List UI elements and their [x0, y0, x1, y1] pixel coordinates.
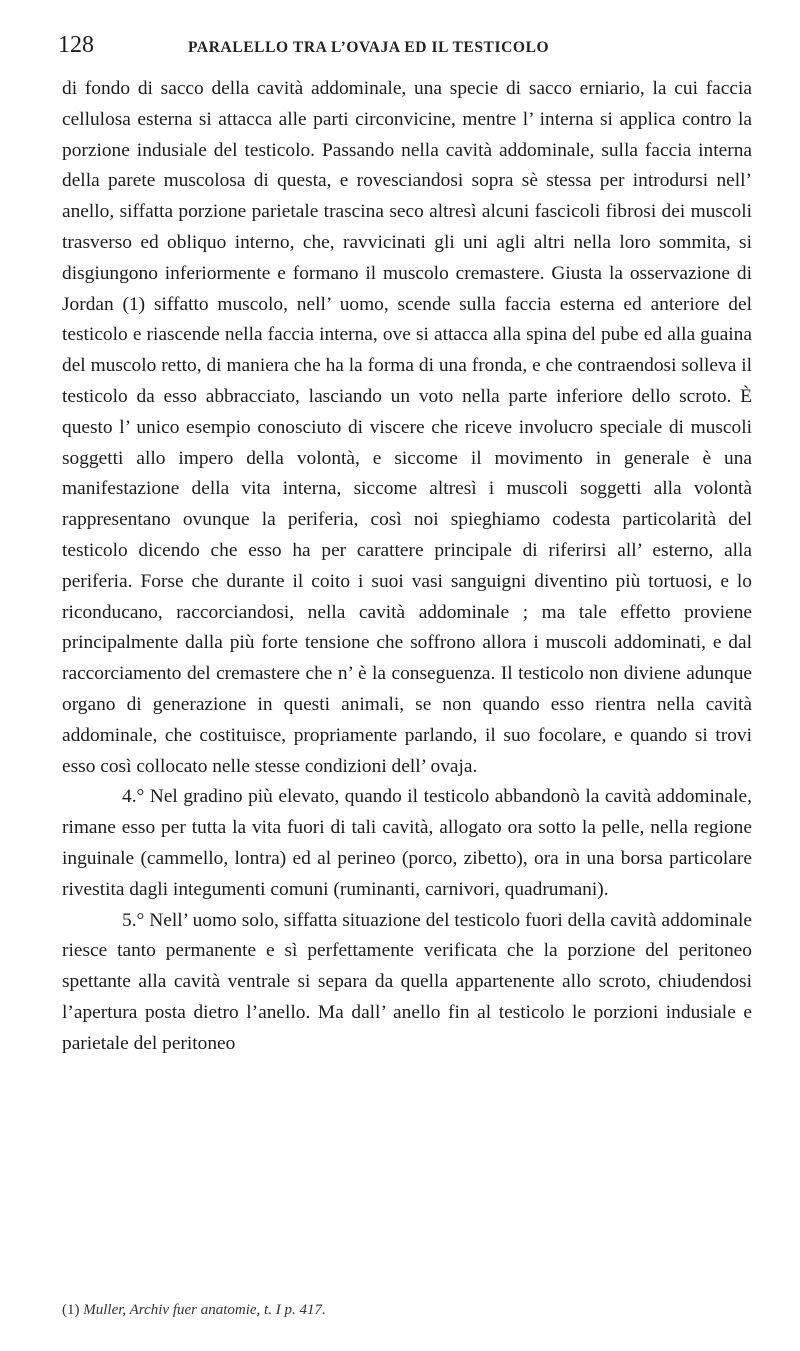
page-number: 128 — [58, 32, 94, 58]
footnote — [62, 1302, 326, 1319]
body-text — [62, 74, 752, 1060]
paragraph-point-4: 4.° Nel gradino più elevato, quando il testicolo abbandonò la cavità addominale, rimane esso per tutta la vita fuori di tali cavità, allogato ora sotto la pelle, nella regione inguinale (cammello, lontra) ed al perineo (porco, zibetto), ora in una borsa particolare rivestita dagli integumenti comuni (ruminanti, carnivori, quadrumani). — [62, 786, 752, 900]
page-header — [58, 32, 752, 72]
running-head: PARALELLO TRA L’OVAJA ED IL TESTICOLO — [188, 39, 550, 56]
paragraph-continuation: di fondo di sacco della cavità addominale, una specie di sacco erniario, la cui faccia cellulosa esterna si attacca alle parti circonvicine, mentre l’ interna si applica contro la porzione indusiale del testicolo. Passando nella cavità addominale, sulla faccia interna della parete muscolosa di questa, e rovesciandosi sopra sè stessa per introdursi nell’ anello, siffatta porzione parietale trascina seco altresì alcuni fascicoli fibrosi dei muscoli trasverso ed obliquo interno, che, ravvicinati gli uni agli altri nella loro sommita, si disgiungono inferiormente e formano il muscolo cremastere. Giusta la osservazione di Jordan (1) siffatto muscolo, nell’ uomo, scende sulla faccia esterna ed anteriore del testicolo e riascende nella faccia interna, ove si attacca alla spina del pube ed alla guaina del muscolo retto, di maniera che ha la forma di una fronda, e che contraendosi solleva il testicolo da esso abbracciato, lasciando un voto nella parte inferiore dello scroto. È questo l’ unico esempio conosciuto di viscere che riceve involucro speciale di muscoli soggetti allo impero della volontà, e siccome il movimento in generale è una manifestazione della vita interna, siccome altresì i muscoli soggetti alla volontà rappresentano ovunque la periferia, così noi spieghiamo codesta particolarità del testicolo dicendo che esso ha per carattere principale di riferirsi all’ esterno, alla periferia. Forse che durante il coito i suoi vasi sanguigni diventino più tortuosi, e lo riconducano, raccorciandosi, nella cavità addominale ; ma tale effetto proviene principalmente dalla più forte tensione che soffrono allora i muscoli addominati, e dal raccorciamento del cremastere che n’ è la conseguenza. Il testicolo non diviene adunque organo di generazione in questi animali, se non quando esso rientra nella cavità addominale, che costituisce, propriamente parlando, il suo focolare, e quando si trovi esso così collocato nelle stesse condizioni dell’ ovaja. — [62, 78, 752, 777]
footnote-marker: (1) — [62, 1302, 80, 1318]
book-page — [58, 32, 752, 1318]
paragraph-point-5: 5.° Nell’ uomo solo, siffatta situazione del testicolo fuori della cavità addominale riesce tanto permanente e sì perfettamente verificata che la porzione del peritoneo spettante alla cavità ventrale si separa da quella appartenente allo scroto, chiudendosi l’apertura posta dietro l’anello. Ma dall’ anello fin al testicolo le porzioni indusiale e parietale del peritoneo — [62, 909, 752, 1054]
footnote-text: Muller, Archiv fuer anatomie, t. I p. 417. — [83, 1302, 326, 1318]
